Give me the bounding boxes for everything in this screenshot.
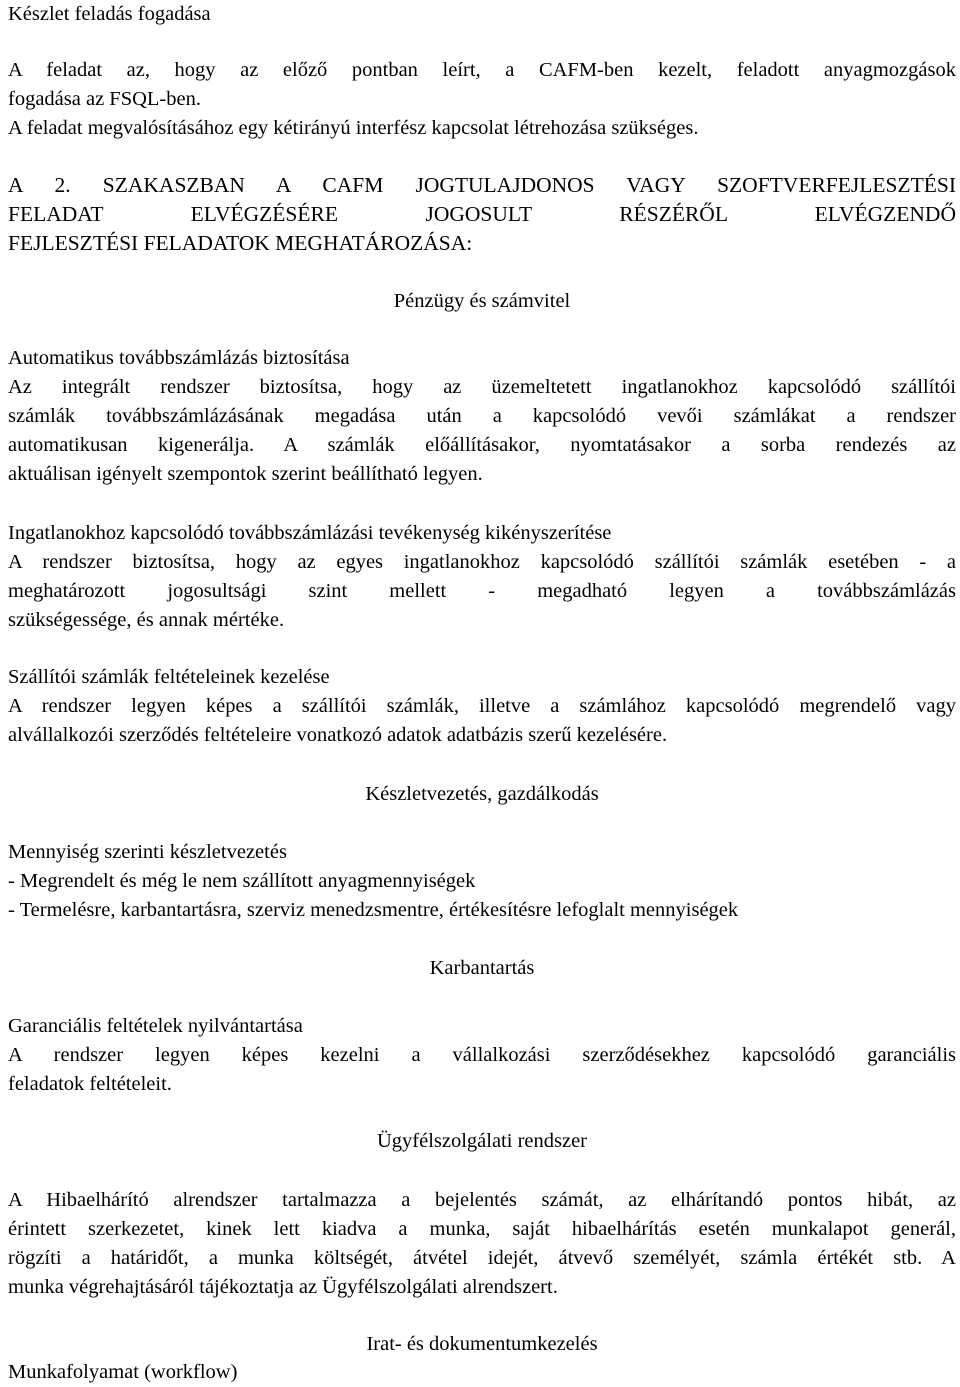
item-line: alvállalkozói szerződés feltételeire vonatkozó adatok adatbázis szerű kezelésére. — [8, 724, 668, 746]
section-heading-line: A 2. SZAKASZBAN A CAFM JOGTULAJDONOS VAGY SZOFTVERFEJLESZTÉSI — [8, 173, 956, 197]
item-line: A rendszer legyen képes a szállítói számlák, illetve a számlához kapcsolódó megrendelő vagy — [8, 695, 956, 717]
item-line: szükségessége, és annak mértéke. — [8, 609, 285, 631]
item-title: Mennyiség szerinti készletvezetés — [8, 841, 287, 863]
item-line: aktuálisan igényelt szempontok szerint beállítható legyen. — [8, 463, 483, 485]
intro-line: fogadása az FSQL-ben. — [8, 88, 201, 110]
item-line: rögzíti a határidőt, a munka költségét, átvétel idejét, átvevő személyét, számla értékét stb. A — [8, 1247, 956, 1269]
item-line: A rendszer legyen képes kezelni a vállalkozási szerződésekhez kapcsolódó garanciális — [8, 1044, 956, 1066]
subsection-heading-penzugy: Pénzügy és számvitel — [393, 290, 571, 312]
subsection-heading-irat: Irat- és dokumentumkezelés — [366, 1333, 598, 1355]
item-line: - Megrendelt és még le nem szállított anyagmennyiségek — [8, 870, 476, 892]
intro-line: A feladat megvalósításához egy kétirányú interfész kapcsolat létrehozása szükséges. — [8, 117, 699, 139]
item-line: Az integrált rendszer biztosítsa, hogy az üzemeltetett ingatlanokhoz kapcsolódó szállítói — [8, 376, 956, 398]
subsection-heading-keszlet: Készletvezetés, gazdálkodás — [365, 783, 599, 805]
item-title: Ingatlanokhoz kapcsolódó továbbszámlázási tevékenység kikényszerítése — [8, 522, 612, 544]
item-line: A rendszer biztosítsa, hogy az egyes ingatlanokhoz kapcsolódó szállítói számlák esetében - a — [8, 551, 956, 573]
item-line: munka végrehajtásáról tájékoztatja az Ügyfélszolgálati alrendszert. — [8, 1276, 558, 1298]
intro-line: A feladat az, hogy az előző pontban leírt, a CAFM-ben kezelt, feladott anyagmozgások — [8, 59, 956, 81]
subsection-heading-karbantartas: Karbantartás — [429, 957, 535, 979]
item-line: számlák továbbszámlázásának megadása után a kapcsolódó vevői számlákat a rendszer — [8, 405, 956, 427]
item-line: feladatok feltételeit. — [8, 1073, 172, 1095]
item-line: automatikusan kigenerálja. A számlák előállításakor, nyomtatásakor a sorba rendezés az — [8, 434, 956, 456]
item-title: Garanciális feltételek nyilvántartása — [8, 1015, 303, 1037]
item-title: Munkafolyamat (workflow) — [8, 1361, 238, 1383]
item-title: Szállítói számlák feltételeinek kezelése — [8, 666, 330, 688]
section-heading-line: FELADAT ELVÉGZÉSÉRE JOGOSULT RÉSZÉRŐL ELVÉGZENDŐ — [8, 202, 956, 226]
section-heading-line: FEJLESZTÉSI FELADATOK MEGHATÁROZÁSA: — [8, 231, 473, 255]
document-title: Készlet feladás fogadása — [8, 3, 211, 25]
item-line: érintett szerkezetet, kinek lett kiadva a munka, saját hibaelhárítás esetén munkalapot generál, — [8, 1218, 956, 1240]
item-line: meghatározott jogosultsági szint mellett - megadható legyen a továbbszámlázás — [8, 580, 956, 602]
item-line: A Hibaelhárító alrendszer tartalmazza a bejelentés számát, az elhárítandó pontos hibát, az — [8, 1189, 956, 1211]
item-title: Automatikus továbbszámlázás biztosítása — [8, 347, 350, 369]
subsection-heading-ugyfel: Ügyfélszolgálati rendszer — [376, 1130, 588, 1152]
item-line: - Termelésre, karbantartásra, szerviz menedzsmentre, értékesítésre lefoglalt mennyiségek — [8, 899, 739, 921]
